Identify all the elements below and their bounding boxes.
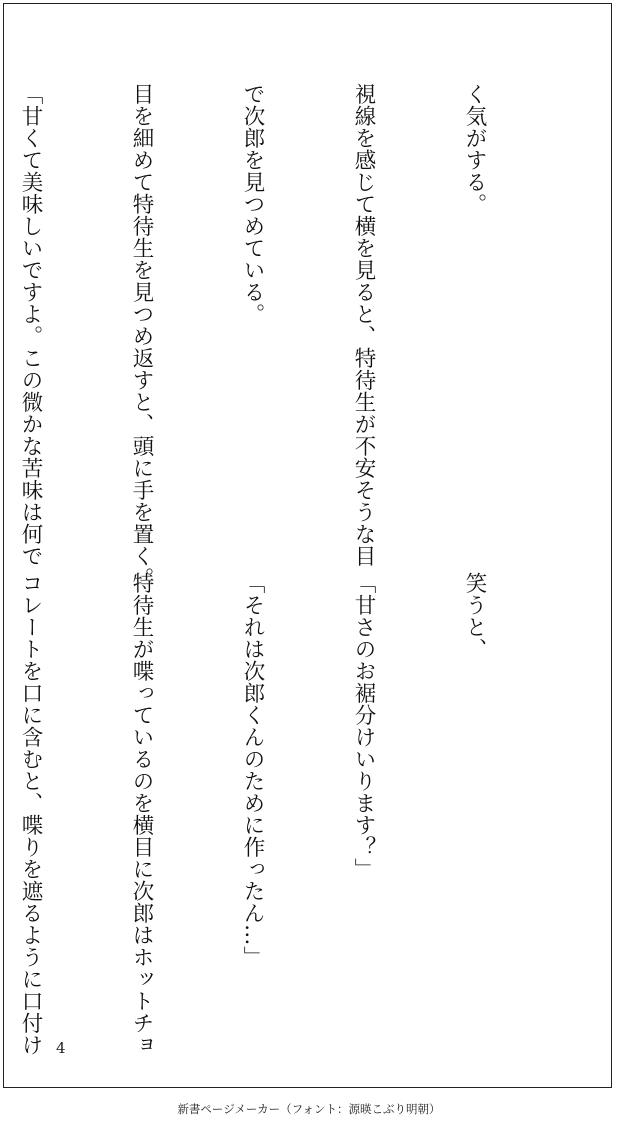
text-line: 笑うと、 xyxy=(462,572,487,660)
text-column-top xyxy=(0,83,567,589)
text-line: コレートを口に含むと、喋りを遮るように口付け xyxy=(18,572,43,1056)
text-line: 目を細めて特待生を見つめ返すと、頭に手を置く。 xyxy=(129,83,154,589)
text-line: 特待生が喋っているのを横目に次郎はホットチョ xyxy=(129,572,154,1056)
text-line: 「それは次郎くんのために作ったん…」 xyxy=(240,572,265,968)
text-column-bottom xyxy=(0,572,567,1056)
text-line: 「甘くて美味しいですよ。この微かな苦味は何で xyxy=(18,83,43,567)
text-line: く気がする。 xyxy=(462,83,487,215)
footer-caption: 新書ページメーカー（フォント：源暎こぶり明朝） xyxy=(177,1102,441,1116)
text-line: 視線を感じて横を見ると、特待生が不安そうな目 xyxy=(351,83,376,567)
text-line: 「甘さのお裾分けいります？」 xyxy=(351,572,376,880)
text-line: で次郎を見つめている。 xyxy=(240,83,265,325)
page-number: 4 xyxy=(56,1039,66,1057)
book-page xyxy=(3,3,612,1088)
